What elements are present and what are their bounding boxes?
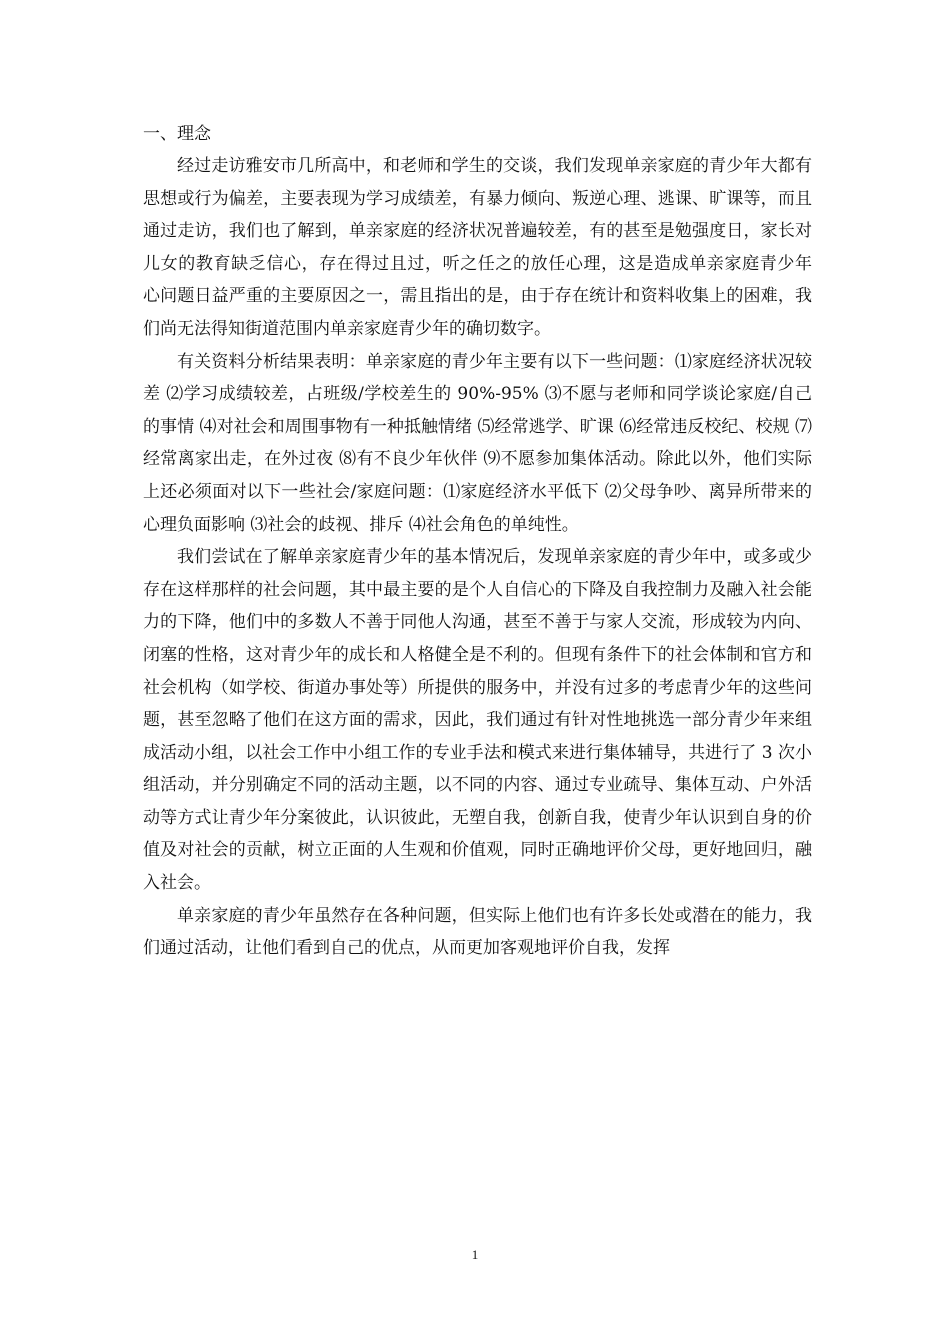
page-number: 1	[471, 1247, 479, 1262]
paragraph-visit-findings: 经过走访雅安市几所高中，和老师和学生的交谈，我们发现单亲家庭的青少年大都有思想或行为偏差，主要表现为学习成绩差，有暴力倾向、叛逆心理、逃课、旷课等，而且通过走访，我们也了解到，单亲家庭的经济状况普遍较差，有的甚至是勉强度日，家长对儿女的教育缺乏信心，存在得过且过，听之任之的放任心理，这是造成单亲家庭青少年 心问题日益严重的主要原因之一，需且指出的是，由于存在统计和资料收集上的困难，我们尚无法得知街道范围内单亲家庭青少年的确切数字。	[143, 156, 846, 339]
document-body	[143, 118, 846, 965]
paragraph-strengths: 单亲家庭的青少年虽然存在各种问题，但实际上他们也有许多长处或潜在的能力，我们通过活动，让他们看到自己的优点，从而更加客观地评价自我，发挥	[143, 905, 812, 959]
paragraph-problem-list: 有关资料分析结果表明：单亲家庭的青少年主要有以下一些问题：⑴家庭经济状况较差 ⑵学习成绩较差，占班级/学校差生的 90%-95% ⑶不愿与老师和同学谈论家庭/自己的事情 ⑷对社会和周围事物有一种抵触情绪 ⑸经常逃学、旷课 ⑹经常违反校纪、校规 ⑺经常离家出走，在外过夜 ⑻有不良少年伙伴 ⑼不愿参加集体活动。除此以外，他们实际上还必须面对以下一些社会/家庭问题：⑴家庭经济水平低下 ⑵父母争吵、离异所带来的心理负面影响 ⑶社会的歧视、排斥 ⑷社会角色的单纯性。	[143, 351, 812, 535]
section-heading: 一、理念	[143, 124, 211, 144]
paragraph-group-activities: 我们尝试在了解单亲家庭青少年的基本情况后，发现单亲家庭的青少年中，或多或少存在这样那样的社会问题，其中最主要的是个人自信心的下降及自我控制力及融入社会能力的下降，他们中的多数人不善于同他人沟通，甚至不善于与家人交流，形成较为内向、闭塞的性格，这对青少年的成长和人格健全是不利的。但现有条件下的社会体制和官方和社会机构（如学校、街道办事处等）所提供的服务中，并没有过多的考虑青少年的这些问题，甚至忽略了他们在这方面的需求，因此，我们通过有针对性地挑选一部分青少年来组成活动小组，以社会工作中小组工作的专业手法和模式来进行集体辅导，共进行了 3 次小组活动，并分别确定不同的活动主题，以不同的内容、通过专业疏导、集体互动、户外活动等方式让青少年分案彼此，认识彼此，无塑自我，创新自我，使青少年认识到自身的价值及对社会的贡献，树立正面的人生观和价值观，同时正确地评价父母，更好地回归，融入社会。	[143, 547, 812, 894]
